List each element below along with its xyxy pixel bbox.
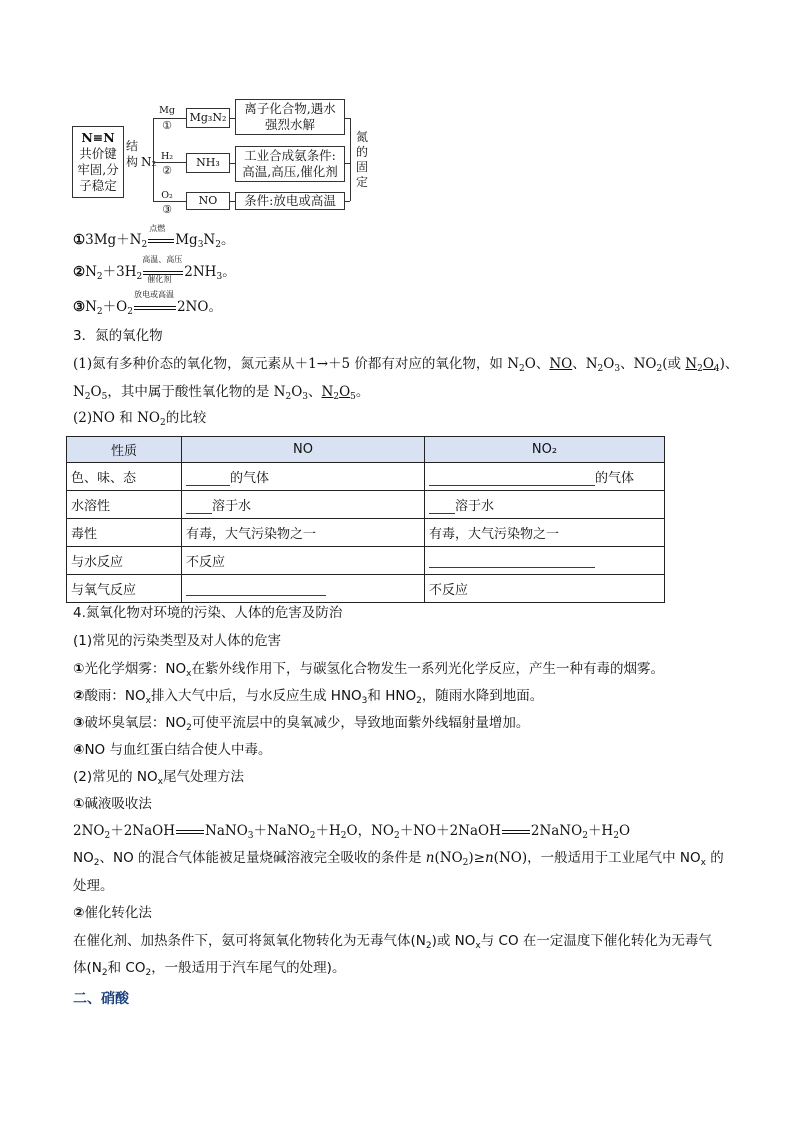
method-2-title: ②催化转化法	[73, 905, 152, 921]
equation-3: $③N_2+O_2$ 放电或高温 2NO。	[73, 290, 222, 317]
header-property: 性质	[67, 437, 182, 463]
desc-nh3: 工业合成氨条件: 高温,高压,催化剂	[235, 146, 345, 182]
header-no2: NO₂	[425, 437, 665, 463]
branch-num-1: ①	[162, 119, 172, 132]
method-2-text-cont: 体($N_2$和 $CO_2$，一般适用于汽车尾气的处理)。	[73, 960, 346, 978]
reagent-o2: O₂	[161, 190, 173, 201]
product-mg3n2: Mg₃N₂	[186, 108, 230, 128]
method-2-text: 在催化剂、加热条件下，氨可将氮氧化物转化为无毒气体$(N_2)$或 $NO_x$与 CO 在一定温度下催化转化为无毒气	[73, 933, 712, 951]
equation-1: $①3Mg+N_2$ 点燃 $Mg_3N_2$。	[73, 224, 235, 250]
section-3-para-1-cont: $N_2O_5$，其中属于酸性氧化物的是 $N_2O_3$、$N_2O_5$。	[73, 384, 370, 402]
n2-triple-bond: N≡N	[81, 130, 115, 145]
method-1-condition: $NO_2$、NO 的混合气体能被足量烧碱溶液完全吸收的条件是 $n(NO_2)\ge n(NO)$，一般适用于工业尾气中 $NO_x$ 的	[73, 850, 724, 868]
product-nh3: NH₃	[186, 153, 230, 173]
table-row: 与氧气反应 不反应	[67, 575, 665, 603]
blank-line	[429, 553, 595, 568]
n2-label: N₂	[141, 155, 157, 169]
table-row: 水溶性 溶于水 溶于水	[67, 491, 665, 519]
desc-mg3n2: 离子化合物,遇水 强烈水解	[235, 99, 345, 135]
section-3-para-1: (1)氮有多种价态的氧化物，氮元素从＋1→＋5 价都有对应的氧化物，如 $N_2O$、NO、$N_2O_3$、$NO_2$(或 $N_2O_4$)、	[73, 356, 739, 374]
reagent-mg: Mg	[159, 105, 175, 116]
table-row: 与水反应 不反应	[67, 547, 665, 575]
table-row: 色、味、态 的气体 的气体	[67, 463, 665, 491]
section-4-sub-2: (2)常见的 $NO_x$尾气处理方法	[73, 769, 244, 787]
structure-label: 结构	[126, 139, 139, 169]
product-no: NO	[186, 192, 230, 210]
n2-properties-box: N≡N 共价键 牢固,分 子稳定	[72, 126, 124, 198]
nitrogen-fixation-label: 氮的固定	[356, 130, 369, 189]
section-3-para-2: (2)NO 和 $NO_2$的比较	[73, 410, 207, 428]
branch-num-2: ②	[162, 164, 172, 177]
section-4-sub-1: (1)常见的污染类型及对人体的危害	[73, 633, 282, 649]
section-4-title: 4.氮氧化物对环境的污染、人体的危害及防治	[73, 605, 343, 621]
equation-2: $②N_2+3H_2$ 高温、高压 催化剂 $2NH_3$。	[73, 255, 236, 284]
header-no: NO	[182, 437, 425, 463]
method-1-condition-cont: 处理。	[73, 878, 114, 894]
item-1: ①光化学烟雾：$NO_x$在紫外线作用下，与碳氢化合物发生一系列光化学反应，产生一种有毒的烟雾。	[73, 661, 664, 679]
table-header-row	[67, 437, 665, 463]
blank-line	[186, 471, 230, 486]
branch-num-3: ③	[162, 203, 172, 216]
method-1-title: ①碱液吸收法	[73, 796, 152, 812]
section-two-title: 二、硝酸	[73, 991, 129, 1007]
item-4: ④NO 与血红蛋白结合使人中毒。	[73, 742, 272, 758]
item-2: ②酸雨：$NO_x$排入大气中后，与水反应生成 $HNO_3$和 $HNO_2$，随雨水降到地面。	[73, 688, 544, 706]
reagent-h2: H₂	[160, 151, 174, 162]
blank-line	[186, 581, 326, 596]
desc-no: 条件:放电或高温	[235, 192, 345, 210]
table-row: 毒性 有毒，大气污染物之一 有毒，大气污染物之一	[67, 519, 665, 547]
method-1-equations: $2NO_2+2NaOH$ $NaNO_3+NaNO_2+H_2O$，$NO_2+NO+2NaOH$ $2NaNO_2+H_2O$	[73, 823, 631, 841]
no-no2-comparison-table	[66, 436, 665, 603]
item-3: ③破坏臭氧层：$NO_2$可使平流层中的臭氧减少，导致地面紫外线辐射量增加。	[73, 715, 530, 733]
blank-line	[429, 499, 455, 514]
blank-line	[186, 499, 212, 514]
blank-line	[429, 471, 595, 486]
section-3-title: 3．氮的氧化物	[73, 328, 163, 344]
